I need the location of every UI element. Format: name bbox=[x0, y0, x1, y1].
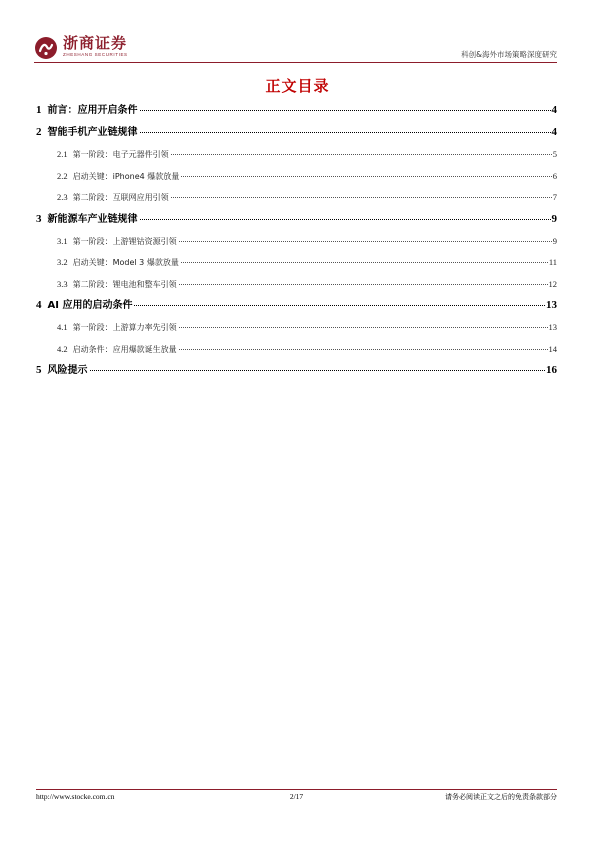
toc-page-number: 4 bbox=[551, 126, 557, 138]
toc-entry-number: 5 bbox=[36, 364, 42, 376]
toc-page-number: 14 bbox=[548, 343, 557, 354]
toc-entry-title: 第一阶段：上游锂钴资源引领 bbox=[72, 236, 177, 246]
toc-subsection-entry[interactable] bbox=[36, 169, 557, 191]
toc-dot-leader bbox=[140, 132, 551, 133]
toc-entry-title: 第二阶段：互联网应用引领 bbox=[72, 193, 169, 202]
disclaimer-note: 请务必阅读正文之后的免责条款部分 bbox=[445, 793, 557, 801]
page-footer bbox=[36, 792, 557, 804]
logo-emblem-icon bbox=[34, 36, 58, 60]
toc-entry-title: 第二阶段：锂电池和整车引领 bbox=[72, 279, 177, 289]
toc-entry-title: 启动条件：应用爆款诞生放量 bbox=[72, 344, 177, 354]
toc-dot-leader bbox=[134, 305, 545, 306]
report-type: 科创&海外市场策略深度研究 bbox=[461, 50, 557, 59]
toc-section-entry[interactable] bbox=[36, 125, 557, 147]
toc-entry-title: 启动关键：Model 3 爆款放量 bbox=[72, 258, 179, 267]
toc-entry-number: 1 bbox=[36, 104, 42, 116]
toc-entry-number: 3 bbox=[36, 212, 42, 225]
toc-dot-leader bbox=[140, 110, 551, 111]
toc-entry-number: 4.1 bbox=[57, 322, 68, 332]
toc-dot-leader bbox=[140, 219, 551, 220]
page-number: 2/17 bbox=[289, 792, 304, 801]
toc-entry-number: 3.3 bbox=[57, 278, 68, 289]
toc-page-number: 13 bbox=[546, 299, 557, 311]
toc-entry-number: 4 bbox=[36, 299, 42, 311]
toc-section-entry[interactable] bbox=[36, 212, 557, 234]
toc-entry-number: 3.1 bbox=[57, 235, 68, 246]
toc-section-entry[interactable] bbox=[36, 363, 557, 385]
toc-page-number: 7 bbox=[552, 192, 557, 202]
toc-entry-title: 第一阶段：上游算力率先引领 bbox=[72, 323, 177, 332]
toc-subsection-entry[interactable] bbox=[36, 234, 557, 256]
toc-dot-leader bbox=[171, 197, 552, 198]
toc-page-number: 11 bbox=[548, 257, 557, 267]
toc-page-number: 5 bbox=[552, 149, 557, 159]
toc-entry-title: AI 应用的启动条件 bbox=[47, 300, 133, 311]
toc-entry-title: 前言：应用开启条件 bbox=[47, 105, 138, 116]
toc-dot-leader bbox=[179, 349, 548, 350]
toc-page-number: 6 bbox=[552, 170, 557, 181]
table-of-contents bbox=[36, 103, 557, 385]
page-title: 正文目录 bbox=[265, 77, 330, 95]
brand-name-cn: 浙商证券 bbox=[63, 34, 128, 52]
toc-dot-leader bbox=[171, 154, 552, 155]
toc-section-entry[interactable] bbox=[36, 298, 557, 320]
toc-entry-number: 3.2 bbox=[57, 257, 68, 267]
header-divider bbox=[34, 62, 557, 63]
toc-page-number: 12 bbox=[548, 278, 557, 289]
toc-subsection-entry[interactable] bbox=[36, 342, 557, 364]
toc-page-number: 13 bbox=[548, 322, 557, 332]
toc-dot-leader bbox=[90, 370, 546, 371]
toc-subsection-entry[interactable] bbox=[36, 147, 557, 169]
toc-subsection-entry[interactable] bbox=[36, 190, 557, 212]
brand-name-en: ZHESHANG SECURITIES bbox=[63, 52, 128, 57]
toc-entry-number: 2.1 bbox=[57, 149, 68, 159]
toc-entry-number: 2 bbox=[36, 126, 42, 138]
toc-page-number: 4 bbox=[551, 104, 557, 116]
toc-entry-number: 2.2 bbox=[57, 170, 68, 181]
footer-url-link[interactable]: http://www.stocke.com.cn bbox=[36, 792, 115, 801]
toc-dot-leader bbox=[181, 262, 548, 263]
toc-page-number: 9 bbox=[552, 235, 557, 246]
toc-entry-number: 2.3 bbox=[57, 192, 68, 202]
page-header bbox=[34, 34, 557, 66]
toc-page-number: 9 bbox=[551, 212, 557, 225]
toc-subsection-entry[interactable] bbox=[36, 320, 557, 342]
footer-divider bbox=[36, 789, 557, 790]
toc-subsection-entry[interactable] bbox=[36, 255, 557, 277]
toc-entry-title: 启动关键：iPhone4 爆款放量 bbox=[72, 171, 180, 181]
toc-subsection-entry[interactable] bbox=[36, 277, 557, 299]
toc-entry-title: 智能手机产业链规律 bbox=[47, 127, 138, 138]
toc-dot-leader bbox=[181, 176, 551, 177]
toc-entry-title: 第一阶段：电子元器件引领 bbox=[72, 150, 169, 159]
company-logo bbox=[34, 34, 128, 64]
toc-section-entry[interactable] bbox=[36, 103, 557, 125]
toc-dot-leader bbox=[179, 241, 552, 242]
toc-dot-leader bbox=[179, 327, 548, 328]
toc-entry-number: 4.2 bbox=[57, 343, 68, 354]
toc-entry-title: 新能源车产业链规律 bbox=[47, 213, 138, 225]
toc-dot-leader bbox=[179, 284, 548, 285]
toc-entry-title: 风险提示 bbox=[47, 365, 88, 376]
toc-page-number: 16 bbox=[546, 364, 557, 376]
